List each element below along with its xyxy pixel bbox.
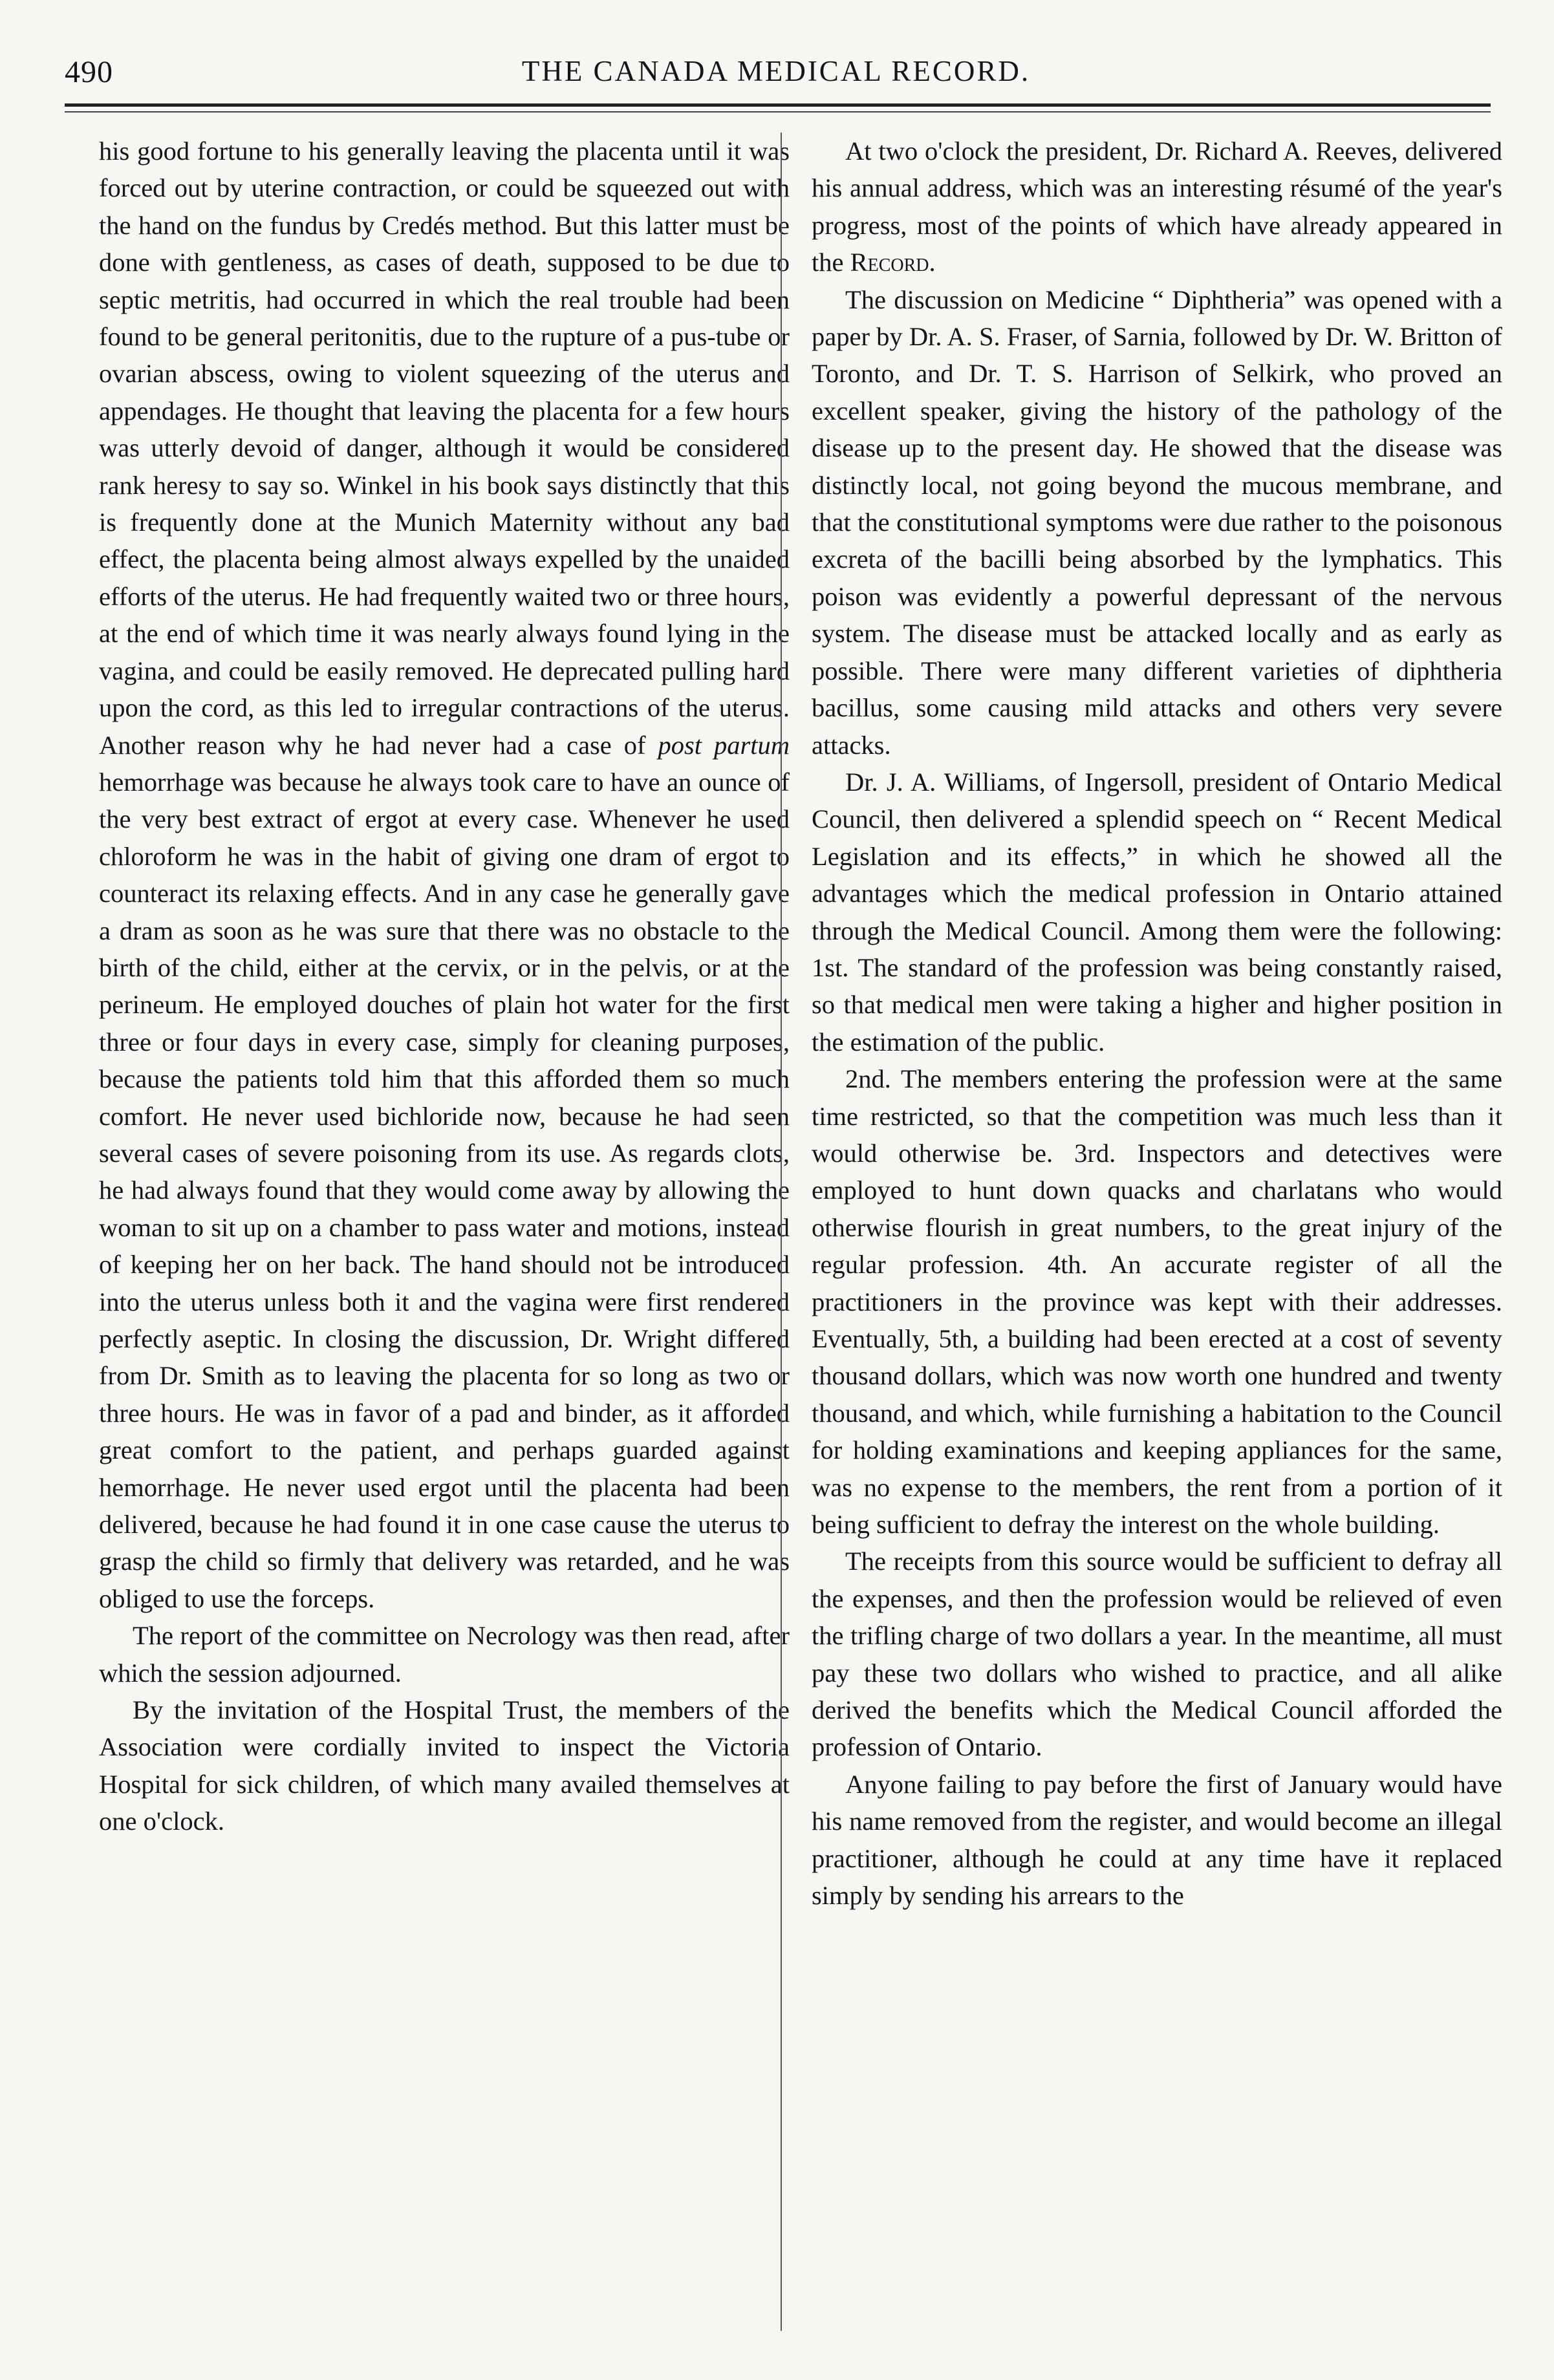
right-paragraph-5: The receipts from this source would be sufficient to defray all the expenses, and then the profession would be relieved of even the trifling charge of two dollars a year. In the meantime, all must pay these two dollars who wished to practice, and all alike derived the benefits which the Medical Council afforded the profession of Ontario. [812,1547,1502,1762]
right-paragraph-6: Anyone failing to pay before the first of January would have his name removed from the register, and would become an illegal practitioner, although he could at any time have it replaced simply by sending his arrears to the [812,1769,1502,1911]
left-paragraph-1 [99,133,790,1617]
right-column [812,133,1502,2344]
page-header [65,47,1487,92]
right-paragraph-2: The discussion on Medicine “ Diphtheria” was opened with a paper by Dr. A. S. Fraser, of Sarnia, followed by Dr. W. Britton of Toronto, and Dr. T. S. Harrison of Selkirk, who proved an excellent speaker, giving the history of the pathology of the disease up to the present day. He showed that the disease was distinctly local, not going beyond the mucous membrane, and that the constitutional symptoms were due rather to the poisonous excreta of the bacilli being absorbed by the lymphatics. This poison was evidently a powerful depressant of the nervous system. The disease must be attacked locally and as early as possible. There were many different varieties of diphtheria bacillus, some causing mild attacks and others very severe attacks. [812,284,1502,760]
left-paragraph-2: The report of the committee on Necrology was then read, after which the session adjourned. [99,1621,790,1688]
left-column [99,133,790,2344]
header-rule [65,103,1491,107]
right-paragraph-3: Dr. J. A. Williams, of Ingersoll, president of Ontario Medical Council, then delivered a splendid speech on “ Recent Medical Legislation and its effects,” in which he showed all the advantages which the medical profession in Ontario attained through the Medical Council. Among them were the following: 1st. The standard of the profession was being constantly raised, so that medical men were taking a higher and higher position in the estimation of the public. [812,767,1502,1056]
right-paragraph-1-text: At two o'clock the president, Dr. Richard A. Reeves, delivered his annual address, which was an interesting résumé of the year's progress, most of the points of which have already appeared in the [812,136,1502,277]
header-rule-thin [65,111,1491,113]
right-paragraph-4: 2nd. The members entering the profession were at the same time restricted, so that the competition was much less than it would otherwise be. 3rd. Inspectors and detectives were employed to hunt down quacks and charlatans who would otherwise flourish in great numbers, to the great injury of the regular profession. 4th. An accurate register of all the practitioners in the province was kept with their addresses. Eventually, 5th, a building had been erected at a cost of seventy thousand dollars, which was now worth one hundred and twenty thousand, and which, while furnishing a habitation to the Council for holding examinations and keeping appliances for the same, was no expense to the members, the rent from a portion of it being sufficient to defray the interest on the whole building. [812,1064,1502,1539]
left-paragraph-1-text: his good fortune to his generally leaving the placenta until it was forced out by uterine contraction, or could be squeezed out with the hand on the fundus by Credés method. But this latter must be done with gentleness, as cases of death, supposed to be due to septic metritis, had occurred in which the real trouble had been found to be general peritonitis, due to the rupture of a pus-tube or ovarian abscess, owing to violent squeezing of the uterus and appendages. He thought that leaving the placenta for a few hours was utterly devoid of danger, although it would be considered rank heresy to say so. Winkel in his book says distinctly that this is frequently done at the Munich Maternity without any bad effect, the placenta being almost always expelled by the unaided efforts of the uterus. He had frequently waited two or three hours, at the end of which time it was nearly always found lying in the vagina, and could be easily removed. He deprecated pulling hard upon the cord, as this led to irregular contractions of the uterus. Another reason why he had never had a case of [99,136,790,760]
right-paragraph-1 [812,133,1502,281]
record-small-caps: Record. [850,248,936,277]
page-number: 490 [65,55,113,89]
post-partum-italic: post partum [658,730,790,760]
left-paragraph-3: By the invitation of the Hospital Trust, the members of the Association were cordially invited to inspect the Victoria Hospital for sick children, of which many availed themselves at one o'clock. [99,1695,790,1836]
left-paragraph-1-rest: hemorrhage was because he always took care to have an ounce of the very best extract of ergot at every case. Whenever he used chloroform he was in the habit of giving one dram of ergot to counteract its relaxing effects. And in any case he generally gave a dram as soon as he was sure that there was no obstacle to the birth of the child, either at the cervix, or in the pelvis, or at the perineum. He employed douches of plain hot water for the first three or four days in every case, simply for cleaning purposes, because the patients told him that this afforded them so much comfort. He never used bichloride now, because he had seen several cases of severe poisoning from its use. As regards clots, he had always found that they would come away by allowing the woman to sit up on a chamber to pass water and motions, instead of keeping her on her back. The hand should not be introduced into the uterus unless both it and the vagina were first rendered perfectly aseptic. In closing the discussion, Dr. Wright differed from Dr. Smith as to leaving the placenta for so long as two or three hours. He was in favor of a pad and binder, as it afforded great comfort to the patient, and perhaps guarded against hemorrhage. He never used ergot until the placenta had been delivered, because he had found it in one case cause the uterus to grasp the child so firmly that delivery was retarded, and he was obliged to use the forceps. [99,767,790,1613]
column-divider [781,133,782,2331]
running-title: THE CANADA MEDICAL RECORD. [521,55,1031,87]
